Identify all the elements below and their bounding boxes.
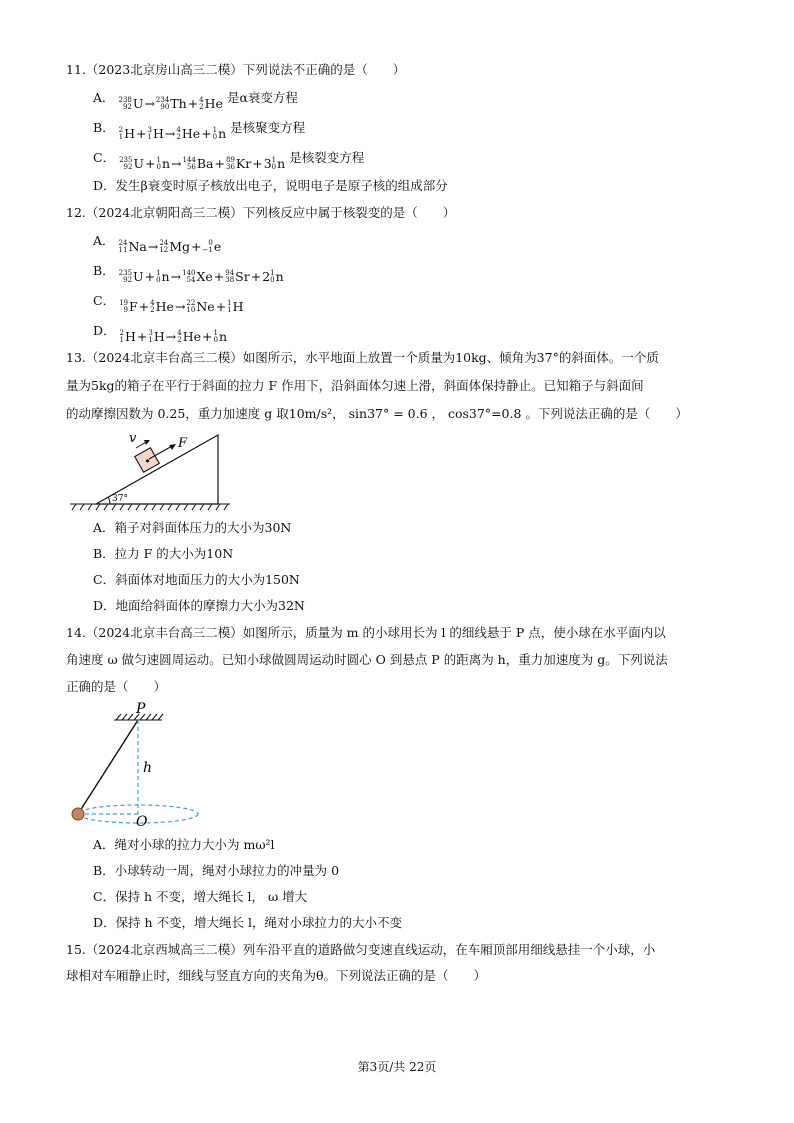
q15-line-1: 15.（2024北京西城高三二模）列车沿平直的道路做匀变速直线运动，在车厢顶部用细线悬挂一个小球，小 xyxy=(66,942,656,957)
option-tail: 是α衰变方程 xyxy=(226,90,298,105)
q13-line-3: 的动摩擦因数为 0.25，重力加速度 g 取10m/s²， sin37° = 0.6 ， cos37°=0.8 。下列说法正确的是（ ） xyxy=(66,406,688,421)
conical-pendulum-figure xyxy=(66,698,216,828)
option-label: A． xyxy=(93,233,115,248)
nuclear-equation: 2 1 H + 3 1 H → 4 2 He + 1 0 n xyxy=(118,126,227,141)
point-p-label: P xyxy=(136,701,146,717)
q14-line-2: 角速度 ω 做匀速圆周运动。已知小球做圆周运动时圆心 O 到悬点 P 的距离为 h，重力加速度为 g。下列说法 xyxy=(66,652,668,667)
q12-option-c xyxy=(93,293,244,315)
page-number-footer: 第3页/共 22页 xyxy=(357,1060,437,1074)
q15-line-2: 球相对车厢静止时，细线与竖直方向的夹角为θ。下列说法正确的是（ ） xyxy=(66,968,487,983)
ball xyxy=(72,808,84,820)
q11-option-d: D．发生β衰变时原子核放出电子，说明电子是原子核的组成部分 xyxy=(93,178,448,193)
nuclear-equation: 238 92 U → 234 90 Th + 4 2 He xyxy=(118,96,223,111)
point-o-label: O xyxy=(136,814,148,828)
option-label: C． xyxy=(93,293,116,308)
nuclear-equation: 235 92 U + 1 0 n → 140 54 Xe + 94 38 Sr + 2 1 0 n xyxy=(118,269,284,284)
q11-option-a xyxy=(93,90,298,112)
option-label: B． xyxy=(93,263,115,278)
q12-option-d xyxy=(93,323,227,345)
q13-option-c: C．斜面体对地面压力的大小为150N xyxy=(93,572,300,587)
q13-option-a: A．箱子对斜面体压力的大小为30N xyxy=(93,520,292,535)
nuclear-equation: 24 11 Na → 24 12 Mg + 0 −1 e xyxy=(118,239,222,254)
q11-option-b xyxy=(93,120,305,142)
angle-arc xyxy=(108,497,110,504)
q11-stem: 11.（2023北京房山高三二模）下列说法不正确的是（ ） xyxy=(66,62,406,77)
force-label: F xyxy=(178,436,188,451)
option-label: C． xyxy=(93,150,116,165)
q14-option-c: C．保持 h 不变，增大绳长 l， ω 增大 xyxy=(93,889,308,904)
q14-line-1: 14.（2024北京丰台高三二模）如图所示，质量为 m 的小球用长为 l 的细线悬于 P 点，使小球在水平面内以 xyxy=(66,625,666,640)
string xyxy=(78,720,138,814)
nuclear-equation: 2 1 H + 3 1 H → 4 2 He + 1 0 n xyxy=(119,329,228,344)
q14-option-d: D．保持 h 不变，增大绳长 l，绳对小球拉力的大小不变 xyxy=(93,915,402,930)
q13-line-2: 量为5kg的箱子在平行于斜面的拉力 F 作用下，沿斜面体匀速上滑，斜面体保持静止。已知箱子与斜面间 xyxy=(66,378,644,393)
q12-option-b xyxy=(93,263,284,285)
option-label: B． xyxy=(93,120,115,135)
q14-line-3: 正确的是（ ） xyxy=(66,679,167,694)
q12-option-a xyxy=(93,233,221,255)
option-label: D． xyxy=(93,323,116,338)
height-label: h xyxy=(143,760,153,776)
q14-option-b: B．小球转动一周，绳对小球拉力的冲量为 0 xyxy=(93,863,340,878)
ground-hatching xyxy=(70,504,230,510)
nuclear-equation: 19 9 F + 4 2 He → 22 10 Ne + 1 1 H xyxy=(119,299,244,314)
nuclear-equation: 235 92 U + 1 0 n → 144 56 Ba + 89 36 Kr + 3 1 0 n xyxy=(119,156,286,171)
q13-line-1: 13.（2024北京丰台高三二模）如图所示，水平地面上放置一个质量为10kg、倾角为37°的斜面体。一个质 xyxy=(66,350,659,365)
option-label: A． xyxy=(93,90,115,105)
box xyxy=(135,448,160,473)
option-tail: 是核裂变方程 xyxy=(289,150,365,165)
q11-option-c xyxy=(93,150,364,172)
q14-option-a: A．绳对小球的拉力大小为 mω²l xyxy=(93,837,275,852)
incline-figure xyxy=(66,430,236,512)
q13-option-d: D．地面给斜面体的摩擦力大小为32N xyxy=(93,598,305,613)
option-tail: 是核聚变方程 xyxy=(230,120,306,135)
angle-label: 37° xyxy=(112,494,128,504)
velocity-label: v xyxy=(129,431,137,446)
q13-option-b: B．拉力 F 的大小为10N xyxy=(93,546,234,561)
q12-stem: 12.（2024北京朝阳高三二模）下列核反应中属于核裂变的是（ ） xyxy=(66,205,456,220)
